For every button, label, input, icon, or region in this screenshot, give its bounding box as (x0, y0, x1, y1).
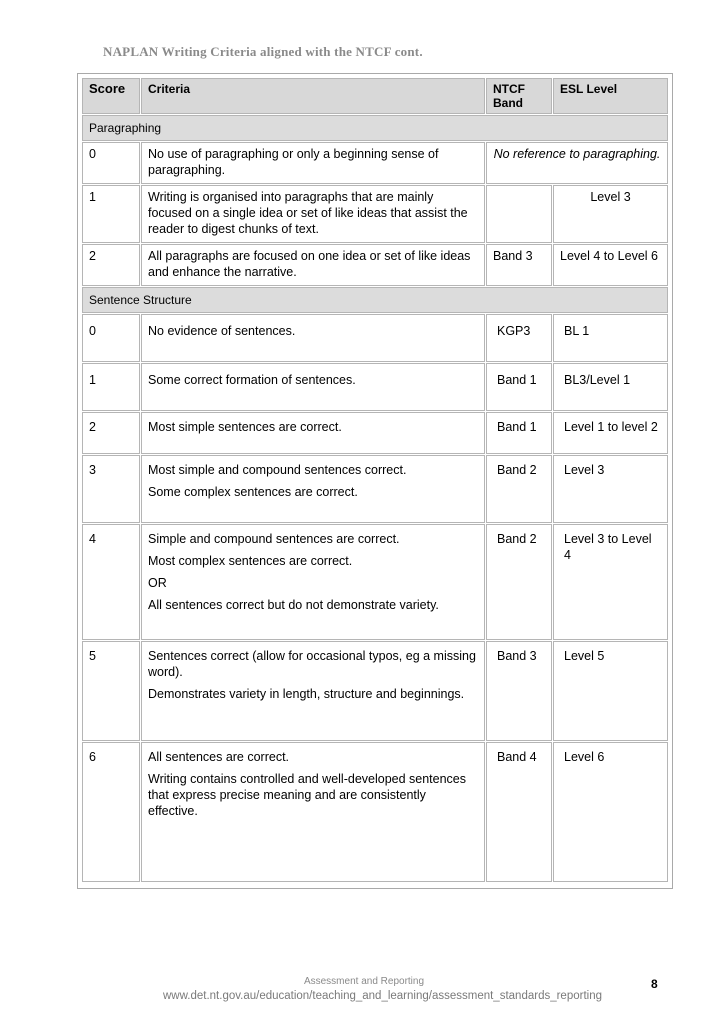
ntcf-band-cell: Band 3 (486, 641, 552, 741)
score-cell: 5 (82, 641, 140, 741)
table-row (82, 314, 668, 362)
ntcf-band-cell: Band 4 (486, 742, 552, 882)
esl-level-cell: Level 1 to level 2 (553, 412, 668, 454)
table-row (82, 412, 668, 454)
ntcf-band-cell: Band 1 (486, 412, 552, 454)
ntcf-band-cell: Band 2 (486, 524, 552, 640)
page-title: NAPLAN Writing Criteria aligned with the NTCF cont. (103, 44, 423, 59)
esl-level-cell: Level 3 (553, 455, 668, 523)
esl-level-cell: BL3/Level 1 (553, 363, 668, 411)
ntcf-band-cell: Band 2 (486, 455, 552, 523)
merged-reference-cell: No reference to paragraphing. (486, 142, 668, 184)
criteria-cell: Most simple sentences are correct. (141, 412, 485, 454)
section-title: Paragraphing (82, 115, 668, 141)
score-cell: 2 (82, 412, 140, 454)
criteria-cell: No evidence of sentences. (141, 314, 485, 362)
esl-level-cell: Level 3 (553, 185, 668, 243)
column-header-score: Score (82, 78, 140, 114)
section-title: Sentence Structure (82, 287, 668, 313)
criteria-cell: All paragraphs are focused on one idea or set of like ideas and enhance the narrative. (141, 244, 485, 286)
ntcf-band-cell: KGP3 (486, 314, 552, 362)
esl-level-cell: Level 5 (553, 641, 668, 741)
score-cell: 1 (82, 185, 140, 243)
criteria-cell: Sentences correct (allow for occasional typos, eg a missing word). Demonstrates variety in length, structure and beginnings. (141, 641, 485, 741)
column-header-esl-level: ESL Level (553, 78, 668, 114)
criteria-cell: Most simple and compound sentences correct. Some complex sentences are correct. (141, 455, 485, 523)
criteria-cell: Some correct formation of sentences. (141, 363, 485, 411)
column-header-criteria: Criteria (141, 78, 485, 114)
table-row (82, 363, 668, 411)
esl-level-cell: Level 6 (553, 742, 668, 882)
table-row (82, 641, 668, 741)
ntcf-band-cell (486, 185, 552, 243)
score-cell: 3 (82, 455, 140, 523)
page-number: 8 (651, 977, 658, 991)
column-header-ntcf-band: NTCF Band (486, 78, 552, 114)
table-row (82, 742, 668, 882)
score-cell: 6 (82, 742, 140, 882)
footer-url[interactable]: www.det.nt.gov.au/education/teaching_and_learning/assessment_standards_reporting (163, 990, 602, 1002)
score-cell: 0 (82, 142, 140, 184)
footer-label: Assessment and Reporting (303, 976, 425, 987)
table-row (82, 455, 668, 523)
criteria-cell: Simple and compound sentences are correct. Most complex sentences are correct. OR All sentences correct but do not demonstrate variety. (141, 524, 485, 640)
table-row (82, 142, 668, 184)
section-row (82, 287, 668, 313)
score-cell: 2 (82, 244, 140, 286)
score-cell: 4 (82, 524, 140, 640)
criteria-cell: Writing is organised into paragraphs that are mainly focused on a single idea or set of like ideas that assist the reader to digest chunks of text. (141, 185, 485, 243)
section-row (82, 115, 668, 141)
criteria-table (77, 73, 673, 889)
esl-level-cell: Level 3 to Level 4 (553, 524, 668, 640)
table-row (82, 244, 668, 286)
ntcf-band-cell: Band 1 (486, 363, 552, 411)
esl-level-cell: BL 1 (553, 314, 668, 362)
score-cell: 1 (82, 363, 140, 411)
table-row (82, 524, 668, 640)
esl-level-cell: Level 4 to Level 6 (553, 244, 668, 286)
table-header-row (82, 78, 668, 114)
ntcf-band-cell: Band 3 (486, 244, 552, 286)
criteria-cell: No use of paragraphing or only a beginning sense of paragraphing. (141, 142, 485, 184)
score-cell: 0 (82, 314, 140, 362)
criteria-cell: All sentences are correct. Writing contains controlled and well-developed sentences that express precise meaning and are consistently effective. (141, 742, 485, 882)
table-row (82, 185, 668, 243)
